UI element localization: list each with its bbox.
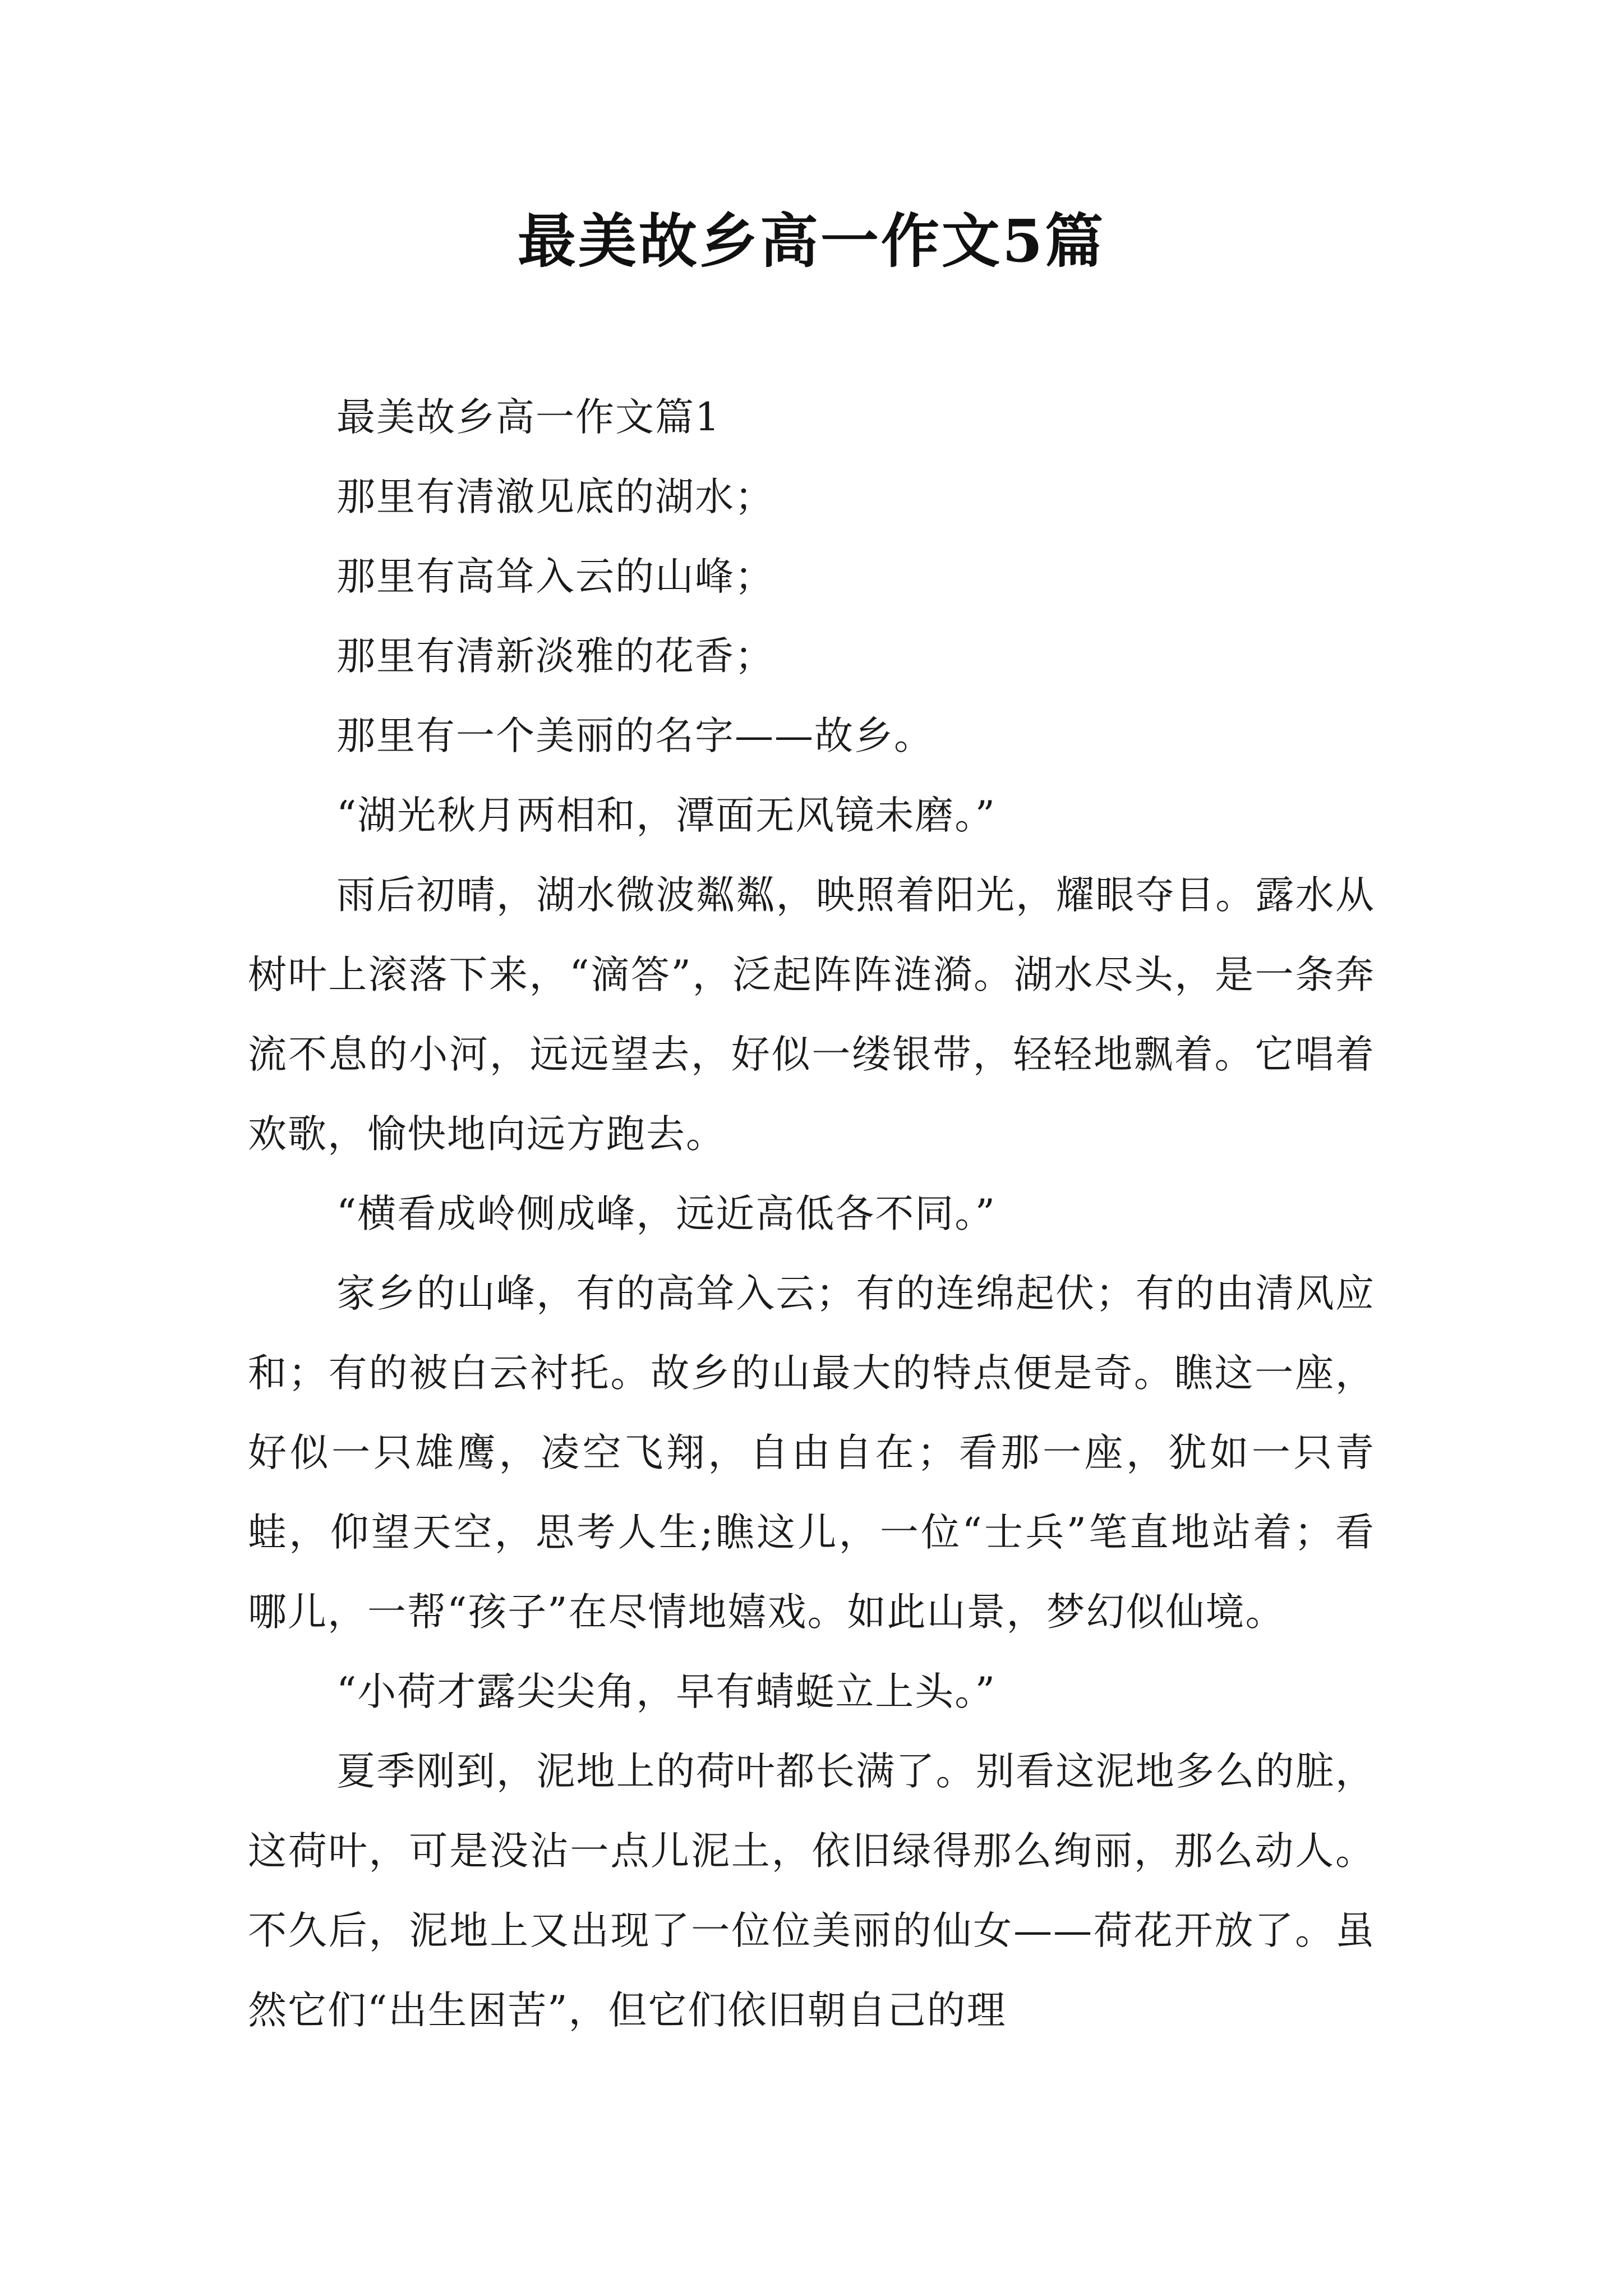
- paragraph: 雨后初晴，湖水微波粼粼，映照着阳光，耀眼夺目。露水从树叶上滚落下来，“滴答”，泛起阵阵涟漪。湖水尽头，是一条奔流不息的小河，远远望去，好似一缕银带，轻轻地飘着。它唱着欢歌，愉快地向远方跑去。: [248, 873, 1375, 1157]
- poem-quote: “小荷才露尖尖角，早有蜻蜓立上头。”: [336, 1669, 997, 1714]
- paragraph: 那里有清新淡雅的花香；: [336, 634, 774, 679]
- paragraph: 家乡的山峰，有的高耸入云；有的连绵起伏；有的由清风应和；有的被白云衬托。故乡的山最大的特点便是奇。瞧这一座，好似一只雄鹰，凌空飞翔，自由自在；看那一座，犹如一只青蛙，仰望天空，思考人生;瞧这儿，一位“士兵”笔直地站着；看哪儿，一帮“孩子”在尽情地嬉戏。如此山景，梦幻似仙境。: [248, 1271, 1375, 1635]
- paragraph: 夏季刚到，泥地上的荷叶都长满了。别看这泥地多么的脏，这荷叶，可是没沾一点儿泥土，依旧绿得那么绚丽，那么动人。不久后，泥地上又出现了一位位美丽的仙女——荷花开放了。虽然它们“出生困苦”，但它们依旧朝自己的理: [248, 1749, 1375, 2033]
- poem-quote: “湖光秋月两相和，潭面无风镜未磨。”: [336, 793, 997, 838]
- poem-quote: “横看成岭侧成峰，远近高低各不同。”: [336, 1191, 997, 1236]
- document-body: [248, 378, 1375, 2050]
- paragraph: 那里有清澈见底的湖水；: [336, 475, 774, 519]
- section-heading: 最美故乡高一作文篇1: [336, 395, 721, 440]
- document-title: 最美故乡高一作文5篇: [517, 206, 1106, 275]
- paragraph: 那里有高耸入云的山峰；: [336, 554, 774, 599]
- paragraph: 那里有一个美丽的名字——故乡。: [336, 714, 934, 758]
